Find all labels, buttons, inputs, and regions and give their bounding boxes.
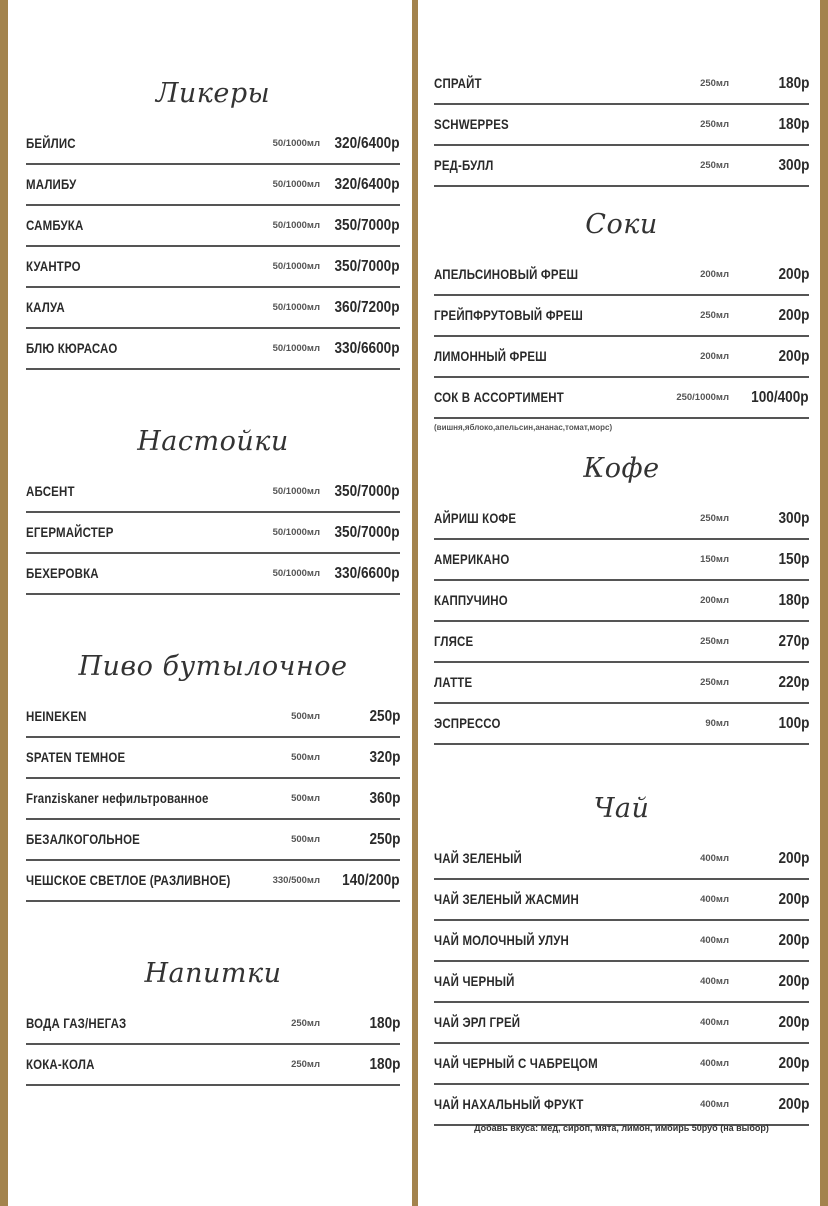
menu-item: [26, 513, 400, 554]
item-volume: 400мл: [700, 1017, 729, 1028]
item-volume: 90мл: [705, 718, 729, 729]
menu-item: [26, 165, 400, 206]
item-name: ЛАТТЕ: [434, 674, 473, 690]
item-price: 200р: [778, 1096, 809, 1113]
item-name: КУАНТРО: [26, 258, 81, 274]
item-price: 200р: [778, 348, 809, 365]
item-name: БЕХЕРОВКА: [26, 565, 99, 581]
menu-item: [26, 247, 400, 288]
menu-item: [434, 962, 809, 1003]
item-volume: 250/1000мл: [676, 392, 729, 403]
item-price: 350/7000р: [334, 524, 400, 541]
liqueurs-list: [26, 124, 400, 370]
menu-item: [26, 697, 400, 738]
item-price: 320/6400р: [334, 176, 400, 193]
item-volume: 150мл: [700, 554, 729, 565]
menu-item: [26, 820, 400, 861]
item-volume: 500мл: [291, 752, 320, 763]
menu-item: [434, 1044, 809, 1085]
item-volume: 50/1000мл: [272, 220, 320, 231]
item-volume: 250мл: [700, 513, 729, 524]
item-volume: 200мл: [700, 595, 729, 606]
item-name: ЧАЙ МОЛОЧНЫЙ УЛУН: [434, 932, 570, 948]
menu-item: [434, 337, 809, 378]
item-name: ЭСПРЕССО: [434, 715, 501, 731]
item-name: ЧАЙ ЗЕЛЕНЫЙ: [434, 850, 522, 866]
menu-item: [434, 378, 809, 419]
menu-item: [26, 1045, 400, 1086]
item-volume: 50/1000мл: [272, 261, 320, 272]
section-title-juices: Соки: [585, 209, 658, 240]
item-price: 200р: [778, 932, 809, 949]
item-name: СПРАЙТ: [434, 75, 482, 91]
item-price: 330/6600р: [334, 340, 400, 357]
item-volume: 50/1000мл: [272, 138, 320, 149]
item-price: 150р: [778, 551, 809, 568]
juice-assortment-note: (вишня,яблоко,апельсин,ананас,томат,морс): [434, 423, 613, 432]
item-price: 180р: [369, 1015, 400, 1032]
section-title-tea: Чай: [593, 793, 650, 824]
section-title-liqueurs: Ликеры: [155, 78, 271, 109]
item-price: 200р: [778, 307, 809, 324]
item-volume: 250мл: [291, 1059, 320, 1070]
menu-item: [26, 288, 400, 329]
item-price: 100/400р: [751, 389, 809, 406]
item-price: 200р: [778, 973, 809, 990]
soft-drinks-continued-list: [434, 64, 809, 187]
menu-item: [434, 663, 809, 704]
item-price: 250р: [369, 831, 400, 848]
bottled-beer-list: [26, 697, 400, 902]
item-price: 360р: [369, 790, 400, 807]
menu-item: [434, 921, 809, 962]
menu-item: [434, 622, 809, 663]
item-name: АБСЕНТ: [26, 483, 75, 499]
item-price: 180р: [778, 592, 809, 609]
menu-item: [434, 540, 809, 581]
item-volume: 330/500мл: [272, 875, 320, 886]
item-name: SCHWEPPES: [434, 116, 509, 132]
item-name: Franziskaner нефильтрованное: [26, 790, 209, 806]
section-title-drinks: Напитки: [144, 958, 282, 989]
item-volume: 250мл: [700, 160, 729, 171]
item-name: ЧАЙ ЧЕРНЫЙ: [434, 973, 515, 989]
item-volume: 400мл: [700, 976, 729, 987]
right-menu-column: [434, 0, 809, 1126]
menu-item: [26, 738, 400, 779]
item-price: 180р: [778, 116, 809, 133]
item-volume: 200мл: [700, 351, 729, 362]
menu-item: [434, 296, 809, 337]
item-name: ЧАЙ ЭРЛ ГРЕЙ: [434, 1014, 521, 1030]
menu-item: [26, 1004, 400, 1045]
item-price: 100р: [778, 715, 809, 732]
item-volume: 50/1000мл: [272, 527, 320, 538]
item-price: 330/6600р: [334, 565, 400, 582]
item-volume: 200мл: [700, 269, 729, 280]
menu-item: [434, 64, 809, 105]
tea-flavor-addons-note: Добавь вкуса: мед, сироп, мята, лимон, имбирь 50руб (на выбор): [474, 1123, 769, 1133]
item-price: 180р: [778, 75, 809, 92]
item-name: ЧАЙ НАХАЛЬНЫЙ ФРУКТ: [434, 1096, 584, 1112]
item-volume: 250мл: [700, 677, 729, 688]
item-volume: 250мл: [700, 310, 729, 321]
item-name: КАППУЧИНО: [434, 592, 508, 608]
item-name: РЕД-БУЛЛ: [434, 157, 494, 173]
tinctures-list: [26, 472, 400, 595]
item-price: 320р: [369, 749, 400, 766]
menu-item: [26, 206, 400, 247]
left-gold-border: [0, 0, 8, 1206]
menu-item: [26, 472, 400, 513]
item-name: МАЛИБУ: [26, 176, 77, 192]
item-volume: 50/1000мл: [272, 302, 320, 313]
item-volume: 250мл: [700, 119, 729, 130]
item-name: ЛИМОННЫЙ ФРЕШ: [434, 348, 547, 364]
item-volume: 250мл: [291, 1018, 320, 1029]
item-name: HEINEKEN: [26, 708, 87, 724]
left-menu-column: [26, 0, 400, 1086]
item-name: САМБУКА: [26, 217, 84, 233]
item-volume: 250мл: [700, 636, 729, 647]
item-name: БЛЮ КЮРАСАО: [26, 340, 118, 356]
item-price: 300р: [778, 510, 809, 527]
item-price: 360/7200р: [334, 299, 400, 316]
menu-item: [434, 255, 809, 296]
tea-list: [434, 839, 809, 1126]
menu-item: [434, 581, 809, 622]
item-volume: 500мл: [291, 834, 320, 845]
item-price: 180р: [369, 1056, 400, 1073]
item-name: КОКА-КОЛА: [26, 1056, 95, 1072]
item-price: 270р: [778, 633, 809, 650]
item-name: АМЕРИКАНО: [434, 551, 510, 567]
item-name: АЙРИШ КОФЕ: [434, 510, 517, 526]
item-volume: 50/1000мл: [272, 486, 320, 497]
menu-item: [434, 839, 809, 880]
item-price: 250р: [369, 708, 400, 725]
item-name: ЧЕШСКОЕ СВЕТЛОЕ (РАЗЛИВНОЕ): [26, 872, 231, 888]
item-volume: 50/1000мл: [272, 179, 320, 190]
item-volume: 400мл: [700, 894, 729, 905]
menu-item: [26, 554, 400, 595]
item-price: 320/6400р: [334, 135, 400, 152]
item-volume: 400мл: [700, 935, 729, 946]
item-name: ЧАЙ ЧЕРНЫЙ С ЧАБРЕЦОМ: [434, 1055, 598, 1071]
item-price: 350/7000р: [334, 483, 400, 500]
item-name: ГРЕЙПФРУТОВЫЙ ФРЕШ: [434, 307, 584, 323]
item-price: 300р: [778, 157, 809, 174]
item-name: ЕГЕРМАЙСТЕР: [26, 524, 114, 540]
menu-item: [26, 861, 400, 902]
coffee-list: [434, 499, 809, 745]
item-price: 220р: [778, 674, 809, 691]
item-price: 350/7000р: [334, 217, 400, 234]
section-title-tinctures: Настойки: [137, 426, 289, 457]
item-name: КАЛУА: [26, 299, 65, 315]
section-title-coffee: Кофе: [583, 453, 660, 484]
item-name: БЕЙЛИС: [26, 135, 76, 151]
menu-item: [434, 1085, 809, 1126]
menu-item: [434, 704, 809, 745]
item-price: 200р: [778, 1055, 809, 1072]
item-name: ВОДА ГАЗ/НЕГАЗ: [26, 1015, 127, 1031]
center-gold-divider: [412, 0, 418, 1206]
menu-item: [434, 146, 809, 187]
item-volume: 400мл: [700, 1058, 729, 1069]
menu-item: [26, 779, 400, 820]
menu-item: [434, 499, 809, 540]
menu-item: [26, 329, 400, 370]
menu-item: [434, 105, 809, 146]
item-price: 200р: [778, 850, 809, 867]
item-name: ЧАЙ ЗЕЛЕНЫЙ ЖАСМИН: [434, 891, 579, 907]
item-price: 200р: [778, 1014, 809, 1031]
juices-list: [434, 255, 809, 435]
menu-item: [434, 880, 809, 921]
item-name: СОК В АССОРТИМЕНТ: [434, 389, 564, 405]
item-price: 140/200р: [342, 872, 400, 889]
item-price: 200р: [778, 266, 809, 283]
item-price: 350/7000р: [334, 258, 400, 275]
item-name: АПЕЛЬСИНОВЫЙ ФРЕШ: [434, 266, 579, 282]
item-volume: 50/1000мл: [272, 343, 320, 354]
menu-item: [434, 1003, 809, 1044]
item-volume: 400мл: [700, 853, 729, 864]
menu-item: [26, 124, 400, 165]
item-name: SPATEN ТЕМНОЕ: [26, 749, 126, 765]
section-title-bottled-beer: Пиво бутылочное: [78, 651, 348, 682]
drinks-list: [26, 1004, 400, 1086]
right-gold-border: [820, 0, 828, 1206]
item-volume: 500мл: [291, 711, 320, 722]
item-volume: 250мл: [700, 78, 729, 89]
item-name: ГЛЯСЕ: [434, 633, 474, 649]
item-volume: 50/1000мл: [272, 568, 320, 579]
item-price: 200р: [778, 891, 809, 908]
item-volume: 500мл: [291, 793, 320, 804]
item-volume: 400мл: [700, 1099, 729, 1110]
item-name: БЕЗАЛКОГОЛЬНОЕ: [26, 831, 141, 847]
